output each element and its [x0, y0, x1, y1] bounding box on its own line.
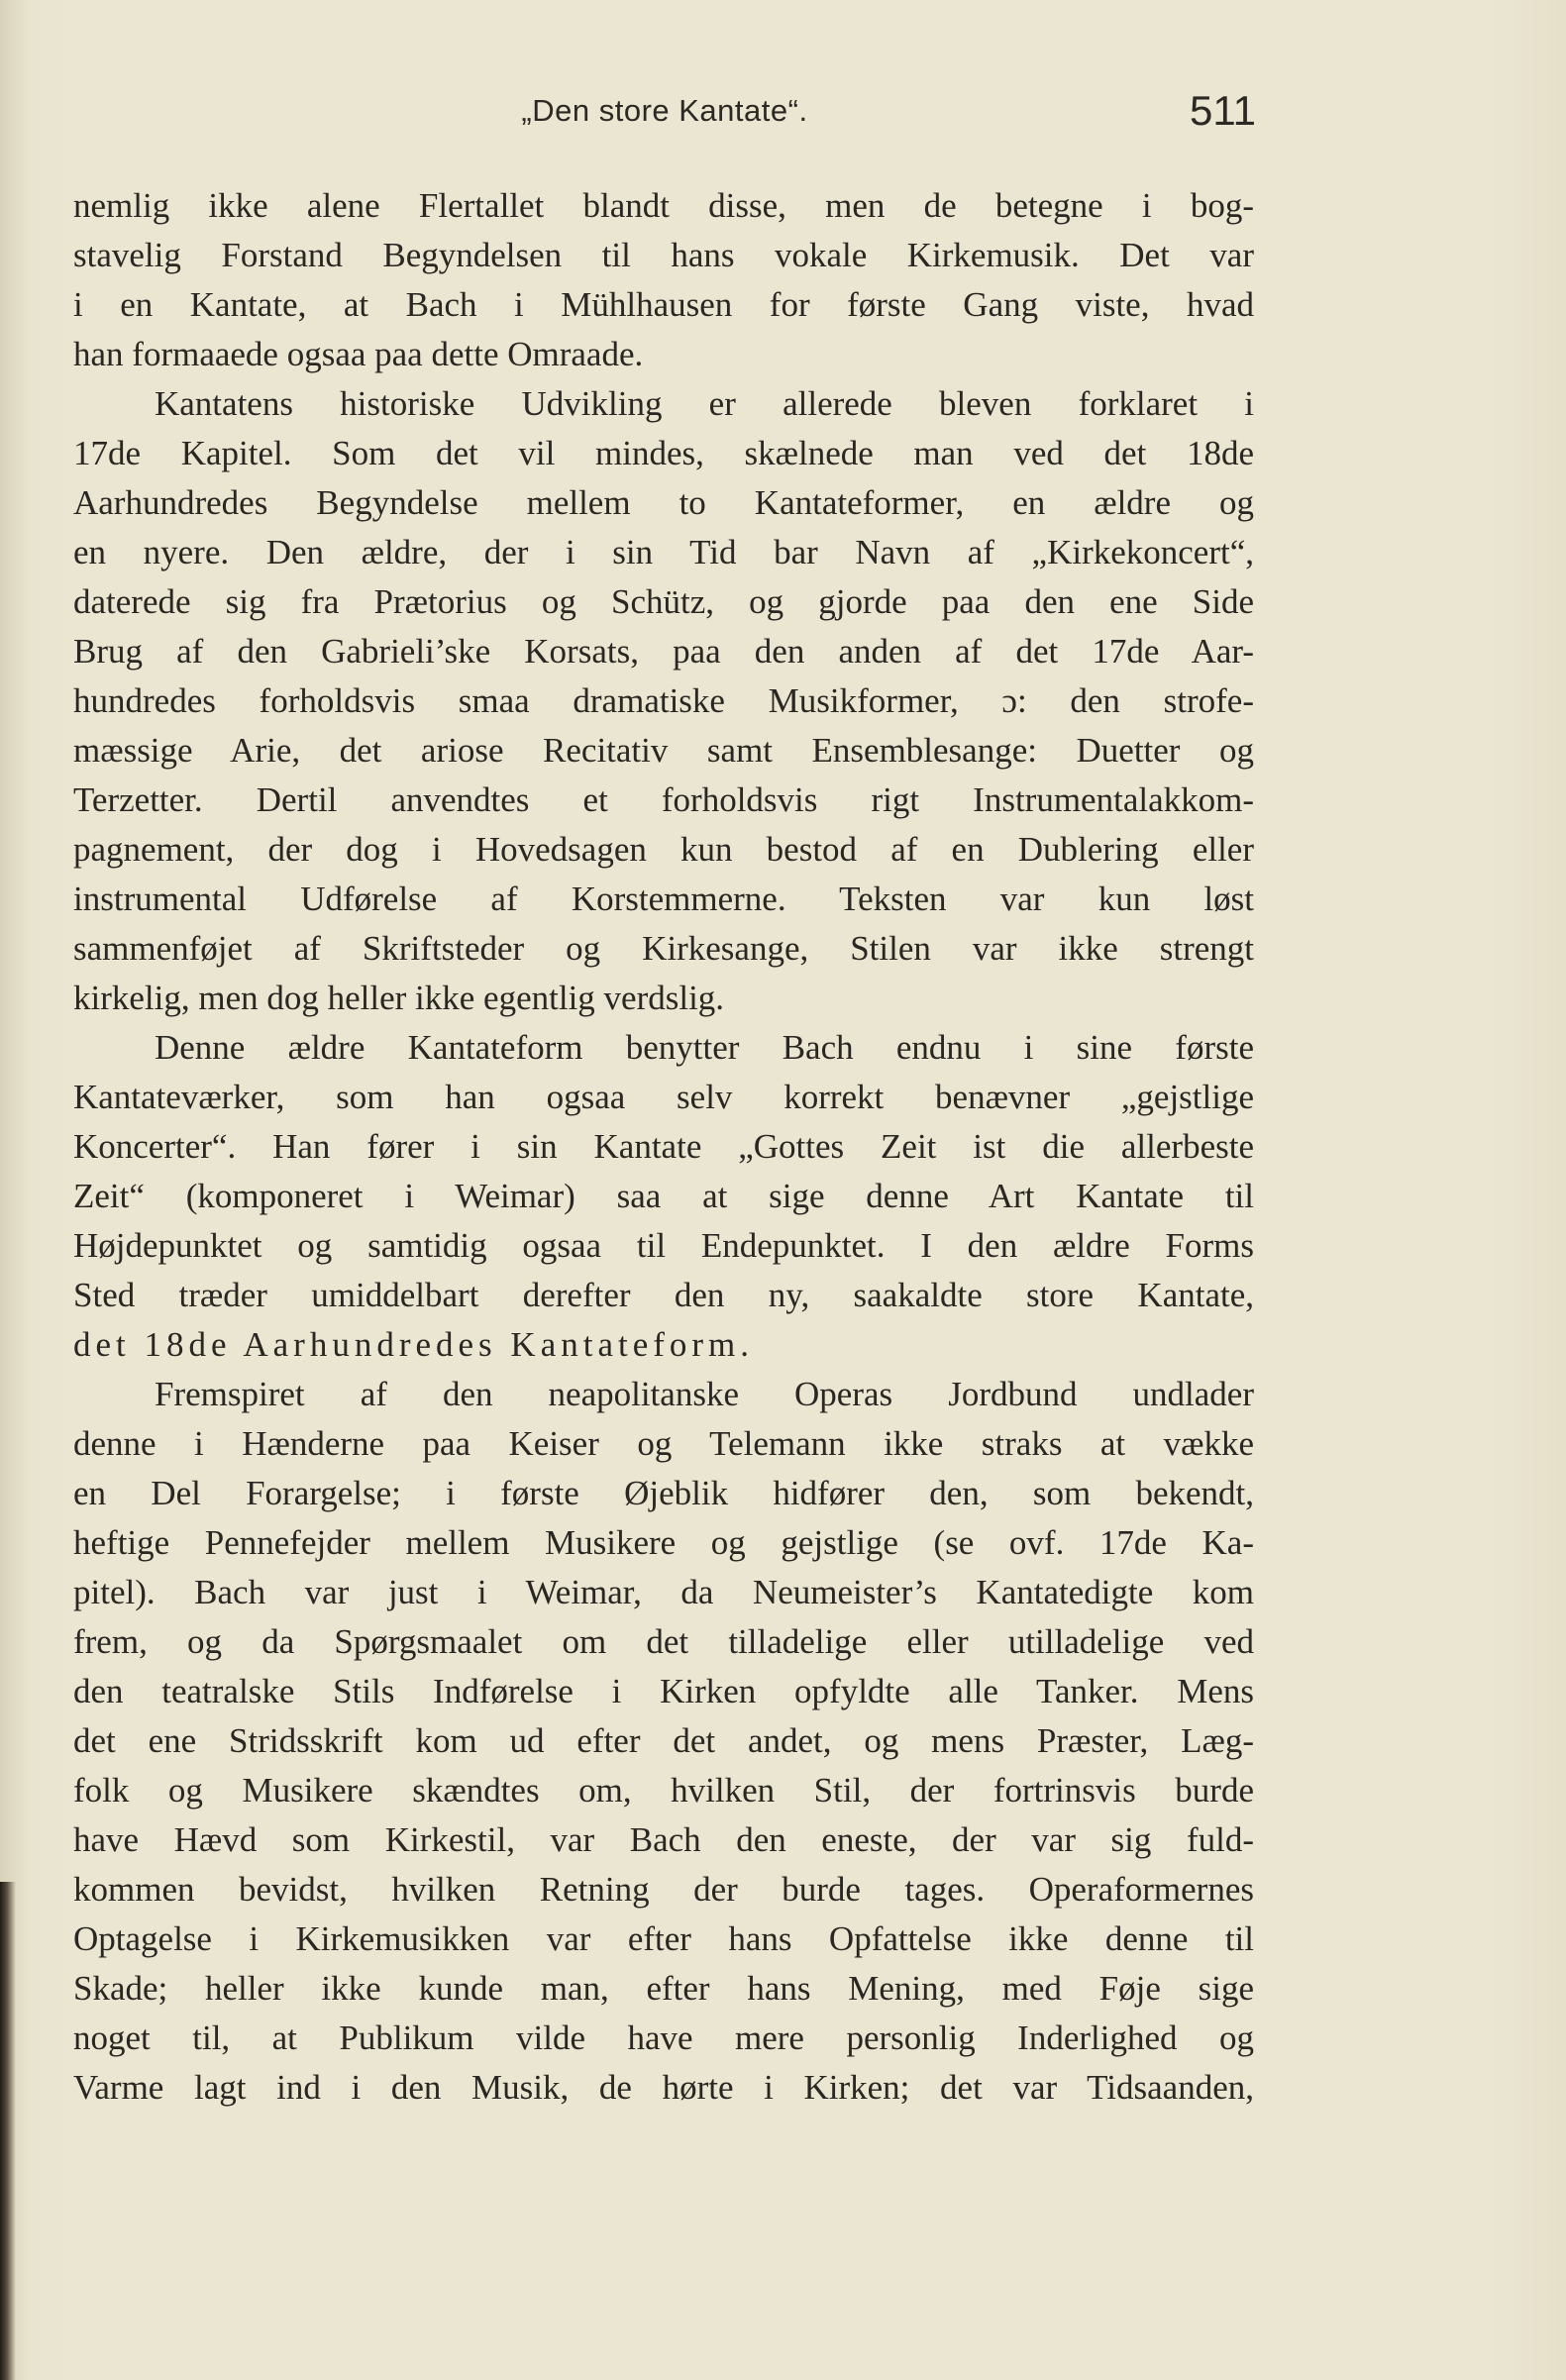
text-line: Denne ældre Kantateform benytter Bach endnu i sine første: [155, 1028, 1254, 1067]
page-number: 511: [1190, 87, 1256, 134]
text-line: heftige Pennefejder mellem Musikere og gejstlige (se ovf. 17de Ka-: [73, 1523, 1254, 1562]
text-line: nemlig ikke alene Flertallet blandt disse, men de betegne i bog-: [73, 186, 1254, 225]
text-line: det 18de Aarhundredes Kantateform.: [73, 1325, 755, 1364]
text-line: hundredes forholdsvis smaa dramatiske Musikformer, ɔ: den strofe-: [73, 681, 1254, 720]
text-line: Terzetter. Dertil anvendtes et forholdsvis rigt Instrumentalakkom-: [73, 780, 1254, 819]
text-line: Sted træder umiddelbart derefter den ny, saakaldte store Kantate,: [73, 1276, 1254, 1314]
text-line: sammenføjet af Skriftsteder og Kirkesange, Stilen var ikke strengt: [73, 929, 1254, 968]
text-line: en nyere. Den ældre, der i sin Tid bar Navn af „Kirkekoncert“,: [73, 533, 1254, 571]
text-line: Zeit“ (komponeret i Weimar) saa at sige denne Art Kantate til: [73, 1177, 1254, 1215]
text-line: daterede sig fra Prætorius og Schütz, og gjorde paa den ene Side: [73, 582, 1254, 621]
text-line: han formaaede ogsaa paa dette Omraade.: [73, 335, 644, 373]
text-line: Fremspiret af den neapolitanske Operas Jordbund undlader: [155, 1375, 1254, 1413]
body-text: [73, 181, 1254, 2113]
text-line: Aarhundredes Begyndelse mellem to Kantateformer, en ældre og: [73, 483, 1254, 522]
text-line: Optagelse i Kirkemusikken var efter hans Opfattelse ikke denne til: [73, 1919, 1254, 1958]
text-line: i en Kantate, at Bach i Mühlhausen for første Gang viste, hvad: [73, 285, 1254, 324]
text-line: Varme lagt ind i den Musik, de hørte i Kirken; det var Tidsaanden,: [73, 2068, 1254, 2107]
text-line: Brug af den Gabrieli’ske Korsats, paa den anden af det 17de Aar-: [73, 632, 1254, 671]
text-line: Kantateværker, som han ogsaa selv korrekt benævner „gejstlige: [73, 1078, 1254, 1116]
text-line: Højdepunktet og samtidig ogsaa til Endepunktet. I den ældre Forms: [73, 1226, 1254, 1265]
text-line: en Del Forargelse; i første Øjeblik hidfører den, som bekendt,: [73, 1474, 1254, 1512]
text-line: noget til, at Publikum vilde have mere personlig Inderlighed og: [73, 2018, 1254, 2057]
text-line: have Hævd som Kirkestil, var Bach den eneste, der var sig fuld-: [73, 1820, 1254, 1859]
text-line: Koncerter“. Han fører i sin Kantate „Gottes Zeit ist die allerbeste: [73, 1127, 1254, 1166]
page-binding-edge: [0, 1882, 16, 2380]
text-line: pagnement, der dog i Hovedsagen kun bestod af en Dublering eller: [73, 830, 1254, 869]
text-line: mæssige Arie, det ariose Recitativ samt Ensemblesange: Duetter og: [73, 731, 1254, 770]
running-head: [74, 87, 1255, 147]
text-line: instrumental Udførelse af Korstemmerne. Teksten var kun løst: [73, 880, 1254, 918]
text-line: det ene Stridsskrift kom ud efter det andet, og mens Præster, Læg-: [73, 1721, 1254, 1760]
running-title: „Den store Kantate“.: [521, 93, 808, 128]
text-line: folk og Musikere skændtes om, hvilken Stil, der fortrinsvis burde: [73, 1771, 1254, 1810]
text-line: den teatralske Stils Indførelse i Kirken opfyldte alle Tanker. Mens: [73, 1672, 1254, 1710]
text-line: 17de Kapitel. Som det vil mindes, skælnede man ved det 18de: [73, 434, 1254, 472]
text-line: stavelig Forstand Begyndelsen til hans vokale Kirkemusik. Det var: [73, 236, 1254, 274]
text-line: frem, og da Spørgsmaalet om det tilladelige eller utilladelige ved: [73, 1622, 1254, 1661]
text-line: pitel). Bach var just i Weimar, da Neumeister’s Kantatedigte kom: [73, 1573, 1254, 1611]
text-line: Skade; heller ikke kunde man, efter hans Mening, med Føje sige: [73, 1969, 1254, 2008]
text-line: kommen bevidst, hvilken Retning der burde tages. Operaformernes: [73, 1870, 1254, 1909]
text-line: kirkelig, men dog heller ikke egentlig verdslig.: [73, 979, 725, 1017]
text-line: Kantatens historiske Udvikling er allerede bleven forklaret i: [155, 384, 1254, 423]
text-line: denne i Hænderne paa Keiser og Telemann ikke straks at vække: [73, 1424, 1254, 1463]
